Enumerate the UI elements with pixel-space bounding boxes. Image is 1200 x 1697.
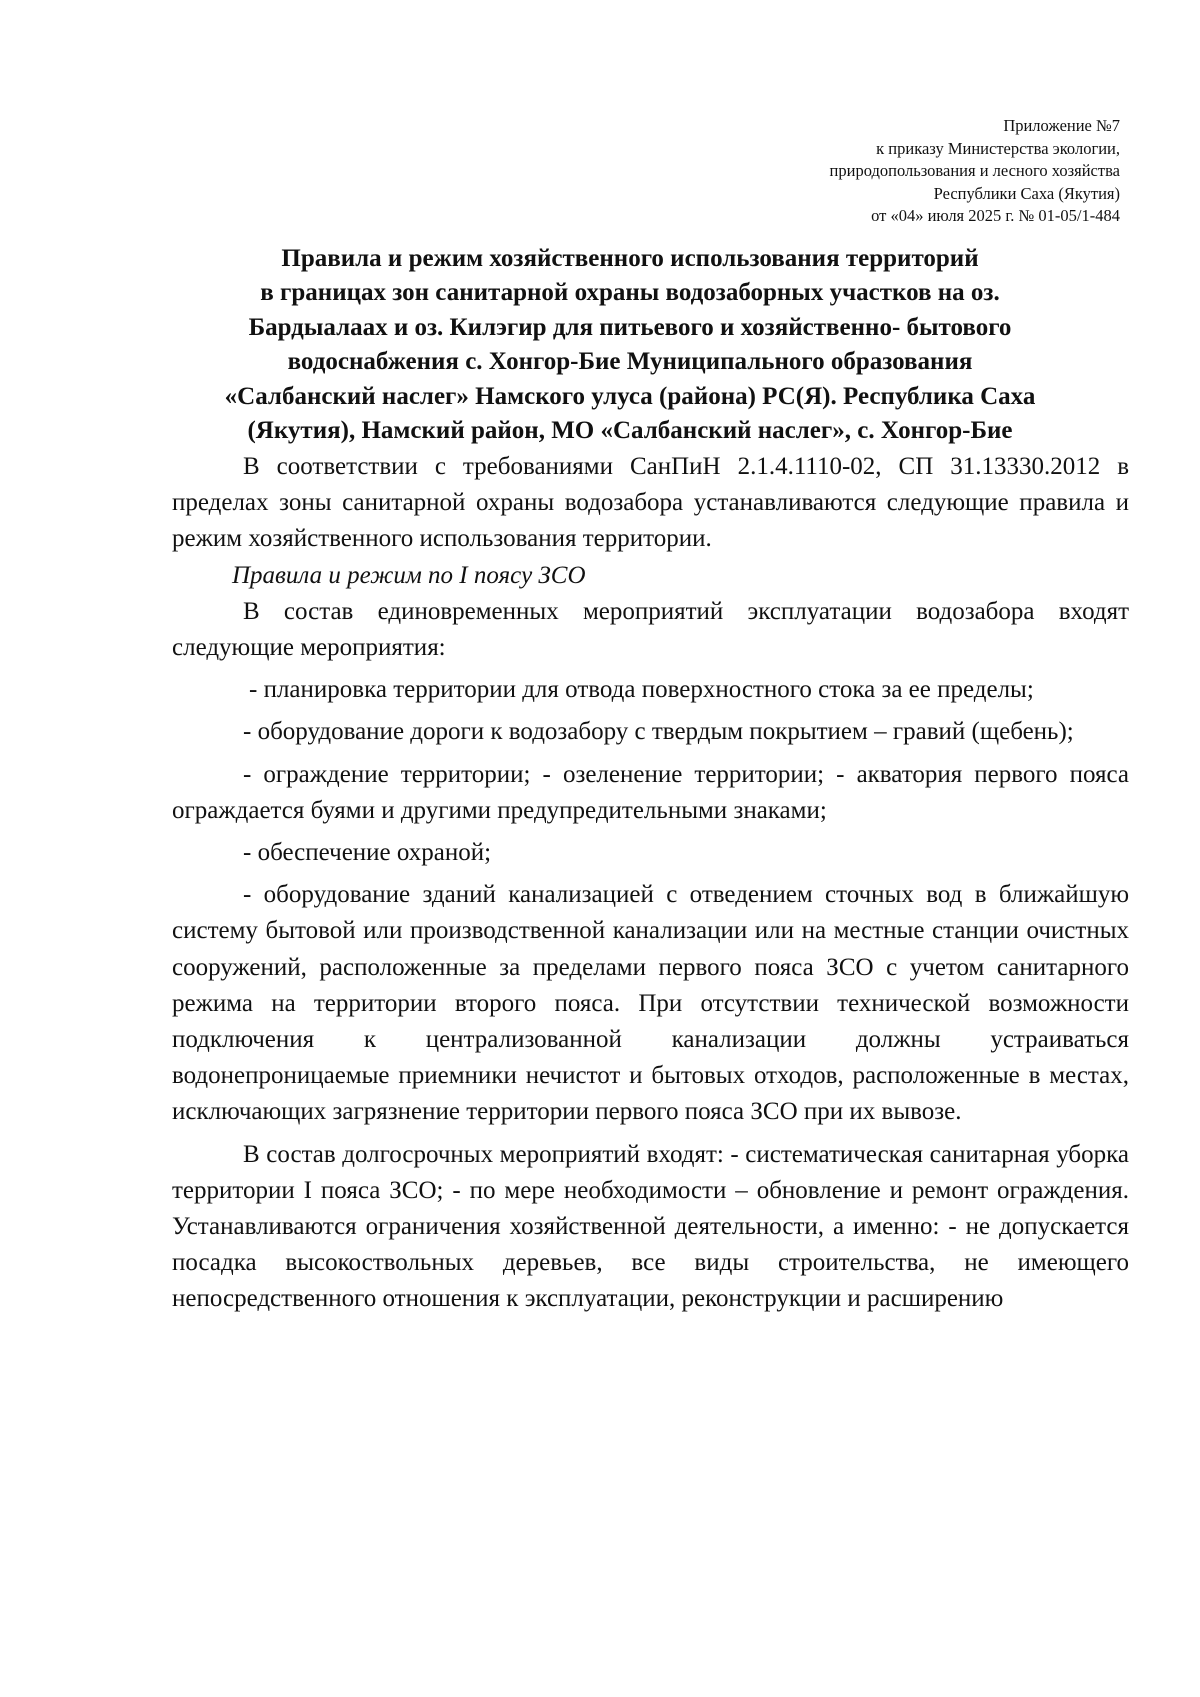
title-line: в границах зон санитарной охраны водозаборных участков на оз. — [260, 279, 1000, 307]
document-title — [120, 242, 1140, 448]
intro-paragraph: В соответствии с требованиями СанПиН 2.1.4.1110-02, СП 31.13330.2012 в пределах зоны санитарной охраны водозабора устанавливаются следующие правила и режим хозяйственного использования территории. — [172, 453, 1129, 553]
title-line: Бардыалаах и оз. Килэгир для питьевого и хозяйственно- бытового — [248, 313, 1012, 341]
document-body — [172, 449, 1129, 1318]
long-term-paragraph: В состав долгосрочных мероприятий входят: - систематическая санитарная уборка территории I пояса ЗСО; - по мере необходимости – обновление и ремонт ограждения. Устанавливаются ограничения хозяйственной деятельности, а именно: - не допускается посадка высокоствольных деревьев, все виды строительства, не имеющего непосредственного отношения к эксплуатации, реконструкции и расширению — [172, 1140, 1129, 1313]
measure-item: - оборудование дороги к водозабору с твердым покрытием – гравий (щебень); — [243, 718, 1074, 746]
appendix-number: Приложение №7 — [1003, 116, 1120, 135]
section-heading: Правила и режим по I поясу ЗСО — [232, 561, 586, 589]
appendix-header — [520, 115, 1120, 228]
order-reference-line: к приказу Министерства экологии, — [876, 138, 1120, 158]
measures-intro-paragraph: В состав единовременных мероприятий эксплуатации водозабора входят следующие мероприятия: — [172, 597, 1129, 662]
order-date-number: от «04» июля 2025 г. № 01-05/1-484 — [871, 206, 1120, 225]
title-line: (Якутия), Намский район, МО «Салбанский наслег», с. Хонгор-Бие — [247, 417, 1013, 445]
title-line: Правила и режим хозяйственного использования территорий — [281, 245, 979, 272]
ministry-line: природопользования и лесного хозяйства — [829, 161, 1120, 180]
measure-item: - оборудование зданий канализацией с отведением сточных вод в ближайшую систему бытовой или производственной канализации или на местные станции очистных сооружений, расположенные за пределами первого пояса ЗСО с учетом санитарного режима на территории второго пояса. При отсутствии технической возможности подключения к централизованной канализации должны устраиваться водонепроницаемые приемники нечистот и бытовых отходов, расположенные в местах, исключающих загрязнение территории первого пояса ЗСО при их вывозе. — [172, 881, 1129, 1126]
measure-item: - обеспечение охраной; — [243, 839, 492, 867]
title-line: «Салбанский наслег» Намского улуса (района) РС(Я). Республика Саха — [224, 382, 1036, 410]
republic-line: Республики Саха (Якутия) — [933, 183, 1120, 203]
title-line: водоснабжения с. Хонгор-Бие Муниципального образования — [287, 348, 973, 376]
measure-item: - ограждение территории; - озеленение территории; - акватория первого пояса ограждается буями и другими предупредительными знаками; — [172, 760, 1129, 824]
measure-item: - планировка территории для отвода поверхностного стока за ее пределы; — [249, 676, 1034, 704]
